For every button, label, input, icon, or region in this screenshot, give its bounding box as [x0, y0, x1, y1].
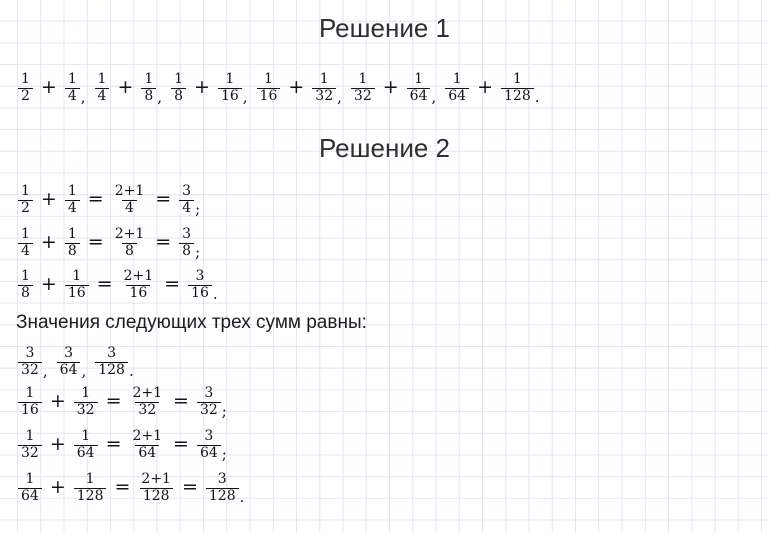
numerator: 3 [195, 267, 205, 284]
numerator: 1 [414, 70, 424, 87]
plus-operator: + [40, 231, 57, 253]
denominator: 128 [206, 488, 239, 505]
denominator: 4 [179, 200, 194, 217]
denominator: 16 [18, 402, 42, 419]
denominator: 16 [126, 285, 150, 302]
denominator: 128 [95, 362, 128, 379]
plus-operator: + [40, 273, 57, 295]
fraction [18, 386, 42, 418]
fraction [74, 472, 107, 504]
numerator: 3 [64, 344, 73, 361]
comma: , [81, 362, 87, 380]
numerator: 1 [72, 267, 82, 284]
solution2-heading: Решение 2 [318, 133, 450, 163]
denominator: 2 [18, 200, 33, 217]
plus-operator: + [382, 76, 399, 98]
denominator: 4 [122, 200, 137, 217]
equals-operator: = [181, 476, 198, 498]
numerator: 1 [25, 427, 35, 444]
comma: , [337, 88, 342, 106]
numerator: 1 [144, 70, 154, 87]
equation-row-4 [0, 384, 769, 420]
numerator: 2+1 [114, 182, 145, 199]
fraction [74, 429, 98, 461]
solution1-heading: Решение 1 [318, 13, 450, 43]
equals-operator: = [105, 390, 122, 412]
numerator: 1 [264, 70, 273, 87]
numerator: 1 [67, 225, 77, 242]
denominator: 64 [135, 445, 159, 462]
plus-operator: + [288, 76, 305, 98]
comma: , [431, 88, 437, 106]
denominator: 16 [188, 285, 212, 302]
fraction [351, 72, 375, 104]
period: . [534, 88, 540, 106]
fraction [312, 72, 336, 104]
plus-operator: + [194, 76, 210, 98]
fraction [95, 346, 128, 378]
fraction [18, 227, 33, 259]
denominator: 8 [122, 243, 137, 260]
fraction [121, 269, 157, 301]
equals-operator: = [164, 273, 181, 295]
denominator: 32 [18, 445, 42, 462]
fraction [171, 72, 186, 104]
fraction [197, 386, 221, 418]
plus-operator: + [117, 76, 134, 98]
note-text: Значения следующих трех сумм равны: [16, 312, 367, 333]
fraction [501, 72, 534, 104]
numerator: 1 [225, 70, 235, 87]
plus-operator: + [40, 188, 57, 210]
equation-row-3 [0, 267, 769, 303]
denominator: 64 [18, 488, 42, 505]
plus-operator: + [49, 433, 66, 455]
denominator: 16 [65, 285, 89, 302]
numerator: 3 [107, 344, 117, 361]
numerator: 1 [452, 70, 462, 87]
fraction [179, 227, 194, 259]
denominator: 32 [135, 402, 159, 419]
numerator: 3 [182, 225, 192, 242]
fraction [18, 269, 33, 301]
numerator: 1 [67, 182, 77, 199]
plus-operator: + [49, 476, 66, 498]
fraction [18, 429, 42, 461]
numerator: 1 [25, 384, 35, 401]
fraction [407, 72, 431, 104]
denominator: 64 [197, 445, 221, 462]
comma: , [157, 88, 163, 106]
semicolon: ; [221, 402, 227, 420]
denominator: 8 [18, 285, 33, 302]
fraction [138, 472, 174, 504]
denominator: 128 [74, 488, 107, 505]
equals-operator: = [173, 390, 189, 412]
numerator: 1 [81, 384, 91, 401]
fraction [18, 472, 42, 504]
numerator: 1 [81, 427, 91, 444]
numerator: 3 [204, 427, 214, 444]
denominator: 4 [65, 88, 80, 105]
numerator: 1 [512, 70, 522, 87]
fraction [130, 429, 166, 461]
numerator: 3 [217, 470, 227, 487]
equation-row-5 [0, 427, 769, 463]
denominator: 64 [407, 88, 431, 105]
fraction [18, 346, 42, 378]
denominator: 32 [351, 88, 375, 105]
numerator: 1 [67, 70, 77, 87]
period: . [128, 362, 134, 380]
denominator: 32 [197, 402, 221, 419]
numerator: 1 [21, 182, 30, 199]
denominator: 2 [18, 88, 33, 105]
fraction [197, 429, 221, 461]
semicolon: ; [195, 200, 201, 218]
numerator: 2+1 [123, 267, 154, 284]
denominator: 8 [171, 88, 186, 105]
fraction [206, 472, 239, 504]
denominator: 128 [501, 88, 534, 105]
fraction [65, 227, 80, 259]
denominator: 4 [65, 200, 80, 217]
denominator: 8 [141, 88, 156, 105]
denominator: 8 [179, 243, 194, 260]
fraction [95, 72, 110, 104]
denominator: 16 [218, 88, 242, 105]
fraction [18, 72, 33, 104]
solution1-sums-row [0, 70, 769, 106]
fraction [218, 72, 242, 104]
equals-operator: = [155, 231, 172, 253]
comma: , [42, 362, 48, 380]
fraction [112, 184, 148, 216]
numerator: 1 [21, 225, 30, 242]
plus-operator: + [477, 76, 494, 98]
numerator: 3 [182, 182, 192, 199]
fraction [112, 227, 148, 259]
denominator: 8 [65, 243, 80, 260]
fraction [257, 72, 281, 104]
equal-sums-row [0, 344, 769, 380]
numerator: 1 [97, 70, 107, 87]
denominator: 64 [57, 362, 81, 379]
plus-operator: + [40, 76, 57, 98]
semicolon: ; [221, 445, 227, 463]
equals-operator: = [87, 188, 104, 210]
numerator: 2+1 [132, 384, 163, 401]
numerator: 1 [85, 470, 95, 487]
numerator: 1 [358, 70, 368, 87]
denominator: 32 [18, 362, 42, 379]
fraction [179, 184, 194, 216]
denominator: 32 [74, 402, 98, 419]
fraction [65, 269, 89, 301]
denominator: 32 [312, 88, 336, 105]
equals-operator: = [173, 433, 189, 455]
semicolon: ; [195, 243, 201, 261]
fraction [130, 386, 166, 418]
numerator: 1 [21, 70, 30, 87]
numerator: 2+1 [114, 225, 145, 242]
equals-operator: = [155, 188, 172, 210]
denominator: 64 [445, 88, 469, 105]
fraction [18, 184, 33, 216]
numerator: 3 [25, 344, 35, 361]
fraction [57, 346, 81, 378]
fraction [141, 72, 156, 104]
equals-operator: = [87, 231, 104, 253]
numerator: 1 [174, 70, 184, 87]
fraction [445, 72, 469, 104]
numerator: 1 [25, 470, 35, 487]
denominator: 128 [140, 488, 173, 505]
equals-operator: = [105, 433, 122, 455]
equation-row-6 [0, 470, 769, 506]
numerator: 1 [319, 70, 329, 87]
plus-operator: + [49, 390, 66, 412]
equals-operator: = [96, 273, 113, 295]
denominator: 16 [257, 88, 281, 105]
comma: , [242, 88, 248, 106]
equation-row-2 [0, 225, 769, 261]
fraction [188, 269, 212, 301]
numerator: 1 [21, 267, 30, 284]
equation-row-1 [0, 182, 769, 218]
comma: , [80, 88, 86, 106]
period: . [239, 488, 245, 506]
period: . [212, 285, 218, 303]
denominator: 64 [74, 445, 98, 462]
equals-operator: = [114, 476, 131, 498]
numerator: 3 [204, 384, 214, 401]
fraction [65, 72, 80, 104]
denominator: 4 [95, 88, 110, 105]
numerator: 2+1 [141, 470, 171, 487]
fraction [65, 184, 80, 216]
fraction [74, 386, 98, 418]
numerator: 2+1 [132, 427, 163, 444]
denominator: 4 [18, 243, 33, 260]
